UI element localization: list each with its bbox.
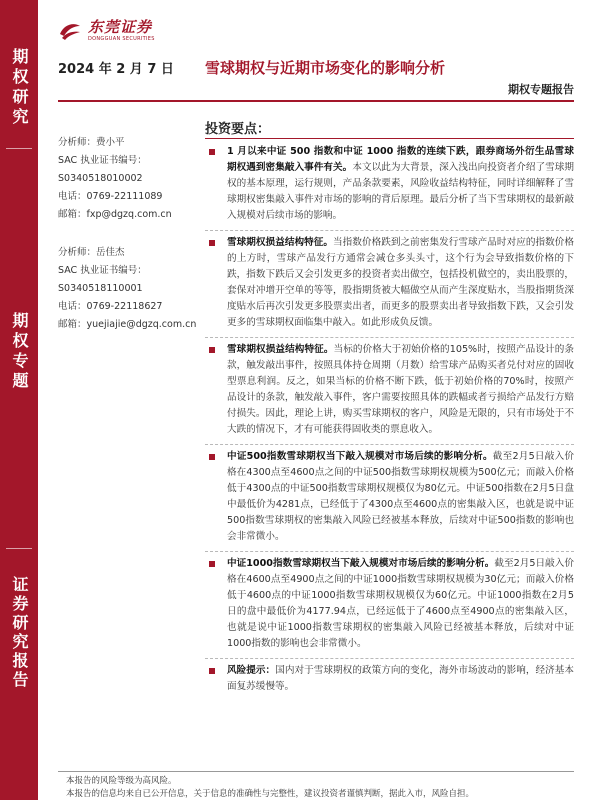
report-type: 期权专题报告 bbox=[508, 83, 574, 96]
keypoint-lead: 风险提示： bbox=[227, 665, 276, 676]
logo-name-cn: 东莞证券 bbox=[88, 18, 153, 36]
keypoint-item bbox=[205, 140, 574, 231]
analyst-card bbox=[58, 244, 203, 334]
footer-info-source: 本报告的信息均来自已公开信息，关于信息的准确性与完整性，建议投资者谨慎判断，据此入市，风险自担。 bbox=[66, 789, 475, 799]
keypoint-item bbox=[205, 552, 574, 659]
bullet-marker-icon bbox=[209, 240, 215, 246]
header-divider bbox=[58, 100, 574, 102]
analyst-phone: 电话：0769-22111089 bbox=[58, 191, 163, 202]
bullet-marker-icon bbox=[209, 668, 215, 674]
keypoint-body: 本文以此为大背景，深入浅出向投资者介绍了雪球期权的基本原理，运行规则，产品条款要素，风险收益结构特征，同时详细解释了雪球期权密集敲入事件对市场的影响的背后原理。最后分析了当下雪球期权的最新敲入规模对后续市场的影响。 bbox=[227, 162, 575, 221]
keypoint-item bbox=[205, 445, 574, 552]
keypoint-body: 截至2月5日敲入价格在4600点至4900点之间的中证1000指数雪球期权规模为30亿元；而敲入价格低于4600点的中证1000指数雪球期权规模仅为60亿元。中证1000指数在2月5日的盘中最低价为4177.94点，已经远低于了4600点至4900点的密集敲入区，也就是说中证1000指数雪球期权的密集敲入风险已经被基本释放，后续对中证1000指数的影响也会非常微小。 bbox=[227, 558, 574, 649]
report-title: 雪球期权与近期市场变化的影响分析 bbox=[205, 59, 446, 77]
keypoint-body: 当指数价格跌到之前密集发行雪球产品时对应的指数价格的上方时，雪球产品发行方通常会减仓多头头寸，这个行为会导致指数价格的下跌，指数下跌后又会引发更多的投资者卖出做空，包括投机做空的，卖出股票的，套保对冲增开空单的等等，股指期货被大幅做空从而产生深度贴水，当股指期货深度贴水后再次引发更多股票卖出者，而更多的股票卖出者导致指数下跌，又会引发更多的雪球期权面临集中敲入。如此形成负反馈。 bbox=[227, 237, 575, 328]
keypoints-divider bbox=[205, 138, 574, 139]
footer-disclaimer bbox=[66, 775, 474, 801]
keypoint-item bbox=[205, 659, 574, 701]
logo-name-en: DONGGUAN SECURITIES bbox=[88, 36, 155, 42]
keypoint-lead: 中证500指数雪球期权当下敲入规模对市场后续的影响分析。 bbox=[227, 451, 493, 462]
keypoint-body: 截至2月5日敲入价格在4300点至4600点之间的中证500指数雪球期权规模为500亿元；而敲入价格低于4300点的中证500指数雪球期权规模仅为80亿元。中证500指数在2月5日盘中最低价为4281点，已经低于了4300点至4600点的密集敲入区，也就是说中证500指数雪球期权的密集敲入风险已经被基本释放，后续对中证500指数的影响也会非常微小。 bbox=[227, 451, 574, 542]
keypoints-heading: 投资要点： bbox=[205, 122, 271, 137]
analyst-email[interactable]: 邮箱：fxp@dgzq.com.cn bbox=[58, 209, 172, 220]
company-logo bbox=[58, 20, 155, 42]
footer-divider bbox=[58, 771, 574, 772]
keypoint-item bbox=[205, 231, 574, 338]
keypoint-body: 当标的价格大于初始价格的105%时，按照产品设计的条款，触发敲出事件，按照具体持仓周期（月数）给雪球产品购买者兑付对应的固收型票息利润。反之，如果当标的价格不断下跌，低于初始价格的70%时，按照产品设计的条款，触发敲入事件，客户需要按照具体的跌幅或者亏损给产品发行方赔付损失。因此，理论上讲，购买雪球期权的客户，风险是无限的，只有市场处于不大跌的情况下，才有可能获得固收类的票息收入。 bbox=[227, 344, 574, 435]
sidebar-section-options-research bbox=[0, 48, 38, 128]
analyst-email[interactable]: 邮箱：yuejiajie@dgzq.com.cn bbox=[58, 319, 197, 330]
sidebar-section-options-topic bbox=[0, 312, 38, 392]
bullet-marker-icon bbox=[209, 454, 215, 460]
keypoint-body: 国内对于雪球期权的政策方向的变化，海外市场波动的影响，经济基本面复苏缓慢等。 bbox=[227, 665, 575, 692]
analyst-name: 岳佳杰 bbox=[96, 247, 125, 258]
analyst-cert: S0340518010002 bbox=[58, 173, 143, 184]
keypoints-list bbox=[205, 140, 574, 701]
analyst-cert-label: SAC 执业证书编号： bbox=[58, 265, 147, 276]
sidebar-divider bbox=[6, 548, 32, 549]
logo-mark-icon bbox=[58, 20, 82, 42]
analyst-phone: 电话：0769-22118627 bbox=[58, 301, 163, 312]
analyst-cert-label: SAC 执业证书编号： bbox=[58, 155, 147, 166]
bullet-marker-icon bbox=[209, 149, 215, 155]
analyst-name: 费小平 bbox=[96, 137, 125, 148]
keypoint-item bbox=[205, 338, 574, 445]
sidebar-section-securities-report bbox=[0, 576, 38, 690]
analyst-cert: S0340518110001 bbox=[58, 283, 143, 294]
bullet-marker-icon bbox=[209, 347, 215, 353]
keypoint-lead: 1 月以来中证 500 指数和中证 1000 指数的连续下跌，跟券商场外衍生品雪球期权遇到密集敲入事件有关。 bbox=[227, 146, 574, 173]
analyst-card bbox=[58, 134, 203, 224]
keypoint-lead: 雪球期权损益结构特征。 bbox=[227, 344, 334, 355]
report-date: 2024 年 2 月 7 日 bbox=[58, 62, 174, 77]
keypoint-lead: 中证1000指数雪球期权当下敲入规模对市场后续的影响分析。 bbox=[227, 558, 495, 569]
keypoint-lead: 雪球期权损益结构特征。 bbox=[227, 237, 334, 248]
sidebar-section-label: 期权专题 bbox=[10, 312, 29, 392]
bullet-marker-icon bbox=[209, 561, 215, 567]
sidebar-section-label: 证券研究报告 bbox=[10, 576, 29, 690]
footer-risk-level: 本报告的风险等级为高风险。 bbox=[66, 776, 177, 786]
analyst-role: 分析师： bbox=[58, 247, 97, 258]
analyst-role: 分析师： bbox=[58, 137, 97, 148]
left-sidebar bbox=[0, 0, 38, 800]
sidebar-section-label: 期权研究 bbox=[10, 48, 29, 128]
sidebar-divider bbox=[6, 148, 32, 149]
